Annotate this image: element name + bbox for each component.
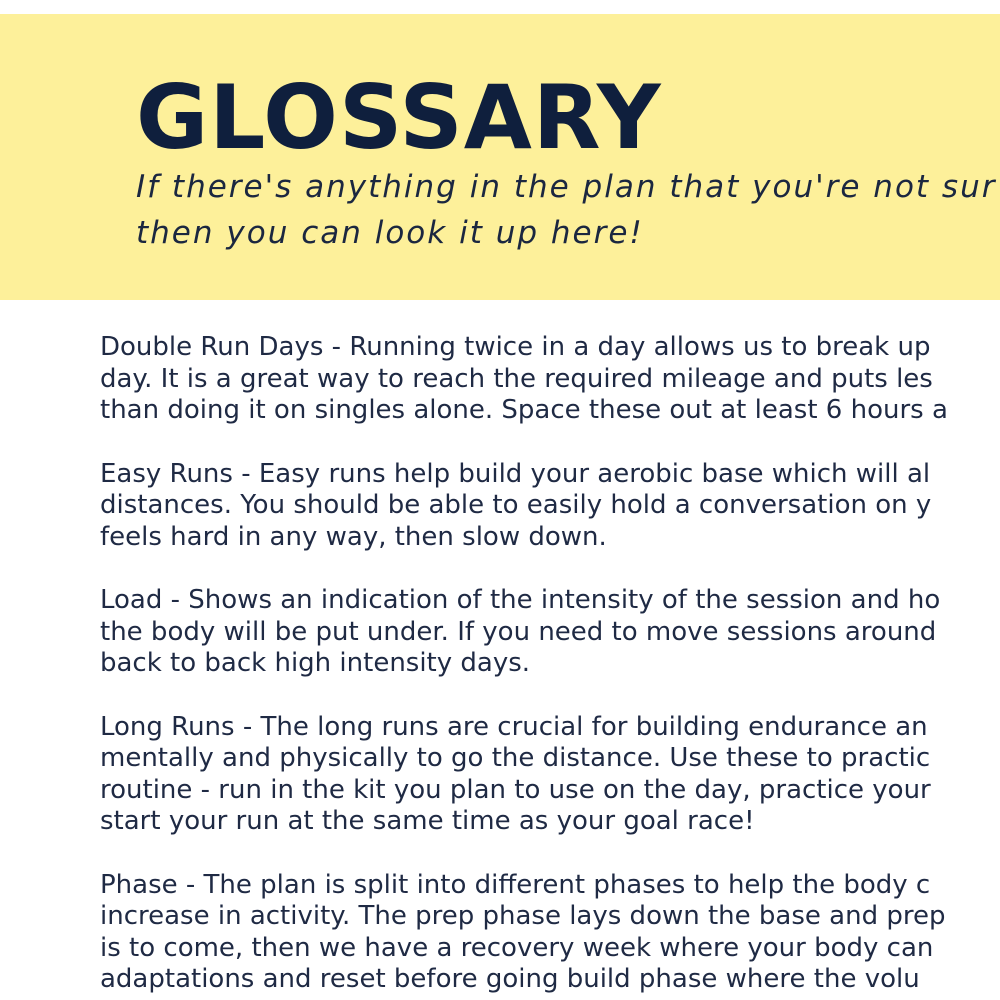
entry-line: [100, 712, 1000, 744]
subtitle-line-1: If there's anything in the plan that you're not sur: [136, 169, 997, 205]
entry-definition-text: routine - run in the kit you plan to use on the day, practice your: [100, 774, 931, 805]
glossary-entry-load: [100, 585, 1000, 680]
entry-line: [100, 332, 1000, 364]
glossary-term: Load: [100, 585, 163, 615]
entry-definition-text: than doing it on singles alone. Space these out at least 6 hours a: [100, 395, 948, 425]
glossary-term: Double Run Days: [100, 332, 324, 362]
entry-definition-text: - Shows an indication of the intensity of the session and ho: [162, 585, 941, 615]
entry-line: [100, 585, 1000, 617]
glossary-term: Long Runs: [100, 711, 235, 742]
entry-line: [100, 459, 1000, 491]
entry-definition-text: mentally and physically to go the distance. Use these to practic: [100, 743, 931, 773]
glossary-entry-easy-runs: [100, 459, 1000, 554]
glossary-term: Phase: [100, 869, 178, 900]
glossary-entry-long-runs: [100, 712, 1000, 838]
glossary-header: [0, 14, 1000, 300]
entry-definition-text: - The plan is split into different phases to help the body c: [177, 869, 931, 900]
entry-definition-text: - Easy runs help build your aerobic base which will al: [232, 458, 931, 489]
entry-definition-text: distances. You should be able to easily hold a conversation on y: [100, 490, 932, 520]
page-subtitle: [136, 164, 996, 256]
glossary-entry-double-run-days: [100, 332, 1000, 427]
entry-line: [100, 870, 1000, 902]
entry-definition-text: adaptations and reset before going build phase where the volu: [100, 964, 920, 994]
glossary-entry-phase: [100, 870, 1000, 996]
entry-definition-text: back to back high intensity days.: [100, 648, 531, 678]
entry-definition-text: increase in activity. The prep phase lays down the base and prep: [100, 901, 946, 931]
entry-definition-text: - Running twice in a day allows us to break up: [323, 332, 931, 362]
entry-definition-text: - The long runs are crucial for building endurance an: [234, 711, 928, 742]
page-title: GLOSSARY: [136, 66, 662, 169]
top-margin-strip: [0, 0, 1000, 14]
subtitle-line-2: then you can look it up here!: [136, 215, 644, 251]
glossary-term: Easy Runs: [100, 458, 233, 489]
glossary-entries: [100, 332, 1000, 1000]
entry-definition-text: the body will be put under. If you need to move sessions around: [100, 616, 937, 647]
entry-definition-text: feels hard in any way, then slow down.: [100, 521, 607, 552]
entry-definition-text: day. It is a great way to reach the required mileage and puts les: [100, 363, 933, 394]
entry-definition-text: start your run at the same time as your goal race!: [100, 806, 755, 836]
entry-definition-text: is to come, then we have a recovery week where your body can: [100, 932, 934, 963]
